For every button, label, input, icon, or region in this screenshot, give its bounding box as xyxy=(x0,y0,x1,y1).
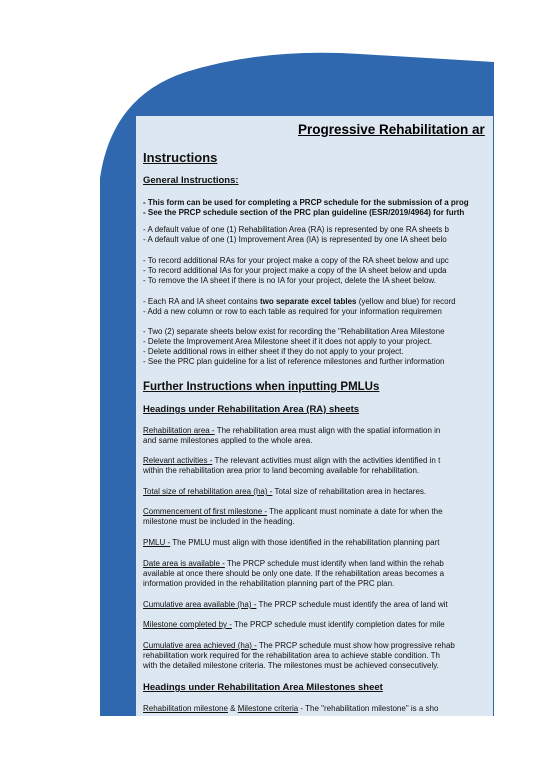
ra-date-available-line-3: information provided in the rehabilitation planning part of the PRC plan. xyxy=(143,579,395,588)
term-milestone-criteria: Milestone criteria xyxy=(237,704,299,713)
term-total-size: Total size of rehabilitation area (ha) - xyxy=(143,487,273,496)
ra-p8-text: The PRCP schedule must identify completion dates for mile xyxy=(231,620,445,629)
term-rehabilitation-milestone: Rehabilitation milestone xyxy=(143,704,228,713)
term-rehabilitation-area: Rehabilitation area - xyxy=(143,426,215,435)
general-instructions-heading: General Instructions: xyxy=(143,175,239,186)
ra-cumulative-available-line xyxy=(143,600,448,609)
general-line-9: - Add a new column or row to each table as required for your information requiremen xyxy=(143,307,442,316)
term-relevant-activities: Relevant activities - xyxy=(143,456,213,465)
ra-commencement-line-1 xyxy=(143,507,443,516)
ms-text: - The "rehabilitation milestone" is a sho xyxy=(298,704,439,713)
ra-commencement-line-2: milestone must be included in the heading. xyxy=(143,517,295,526)
term-pmlu: PMLU - xyxy=(143,538,171,547)
ra-p2-text: The relevant activities must align with the activities identified in t xyxy=(212,456,441,465)
ra-p7-text: The PRCP schedule must identify the area of land wit xyxy=(256,600,448,609)
general-line-4: - A default value of one (1) Improvement Area (IA) is represented by one IA sheet belo xyxy=(143,235,447,244)
ra-total-size-line xyxy=(143,487,426,496)
ms-milestone-line xyxy=(143,704,438,713)
term-commencement: Commencement of first milestone - xyxy=(143,507,268,516)
ra-cumulative-achieved-line-3: with the detailed milestone criteria. The milestones must be achieved consecutively. xyxy=(143,661,439,670)
term-milestone-completed: Milestone completed by - xyxy=(143,620,232,629)
ra-cumulative-achieved-line-2: rehabilitation work required for the rehabilitation area to achieve stable condition. Th xyxy=(143,651,440,660)
general-line-2: - See the PRCP schedule section of the PRC plan guideline (ESR/2019/4964) for furth xyxy=(143,208,465,217)
ra-p6-text: The PRCP schedule must identify when land within the rehab xyxy=(224,559,444,568)
general-line-8-emphasis: two separate excel tables xyxy=(259,297,357,306)
ra-pmlu-line xyxy=(143,538,439,547)
term-cumulative-achieved: Cumulative area achieved (ha) - xyxy=(143,641,257,650)
ms-ampersand: & xyxy=(227,704,238,713)
ra-relevant-activities-line-2: within the rehabilitation area prior to land becoming available for rehabilitation. xyxy=(143,466,420,475)
term-cumulative-available: Cumulative area available (ha) - xyxy=(143,600,257,609)
ra-relevant-activities-line-1 xyxy=(143,456,440,465)
ra-cumulative-achieved-line-1 xyxy=(143,641,455,650)
ra-milestone-completed-line xyxy=(143,620,445,629)
general-line-8-end: (yellow and blue) for record xyxy=(356,297,456,306)
ra-rehabilitation-area-line-2: and same milestones applied to the whole area. xyxy=(143,436,313,445)
ra-p5-text: The PMLU must align with those identified in the rehabilitation planning part xyxy=(170,538,440,547)
ra-date-available-line-1 xyxy=(143,559,444,568)
general-line-10: - Two (2) separate sheets below exist for recording the "Rehabilitation Area Milestone xyxy=(143,327,445,336)
milestones-headings-heading: Headings under Rehabilitation Area Milestones sheet xyxy=(143,682,383,693)
ra-p4-text: The applicant must nominate a date for when the xyxy=(267,507,443,516)
general-line-5: - To record additional RAs for your project make a copy of the RA sheet below and upc xyxy=(143,256,449,265)
general-line-8 xyxy=(143,297,456,306)
general-line-3: - A default value of one (1) Rehabilitation Area (RA) is represented by one RA sheets b xyxy=(143,225,449,234)
ra-p3-text: Total size of rehabilitation area in hectares. xyxy=(272,487,427,496)
further-instructions-heading: Further Instructions when inputting PMLUs xyxy=(143,381,380,393)
ra-headings-heading: Headings under Rehabilitation Area (RA) sheets xyxy=(143,404,360,415)
instructions-panel xyxy=(136,116,493,716)
page-title: Progressive Rehabilitation ar xyxy=(298,122,485,137)
ra-p1-text: The rehabilitation area must align with the spatial information in xyxy=(214,426,441,435)
general-line-12: - Delete additional rows in either sheet if they do not apply to your project. xyxy=(143,347,404,356)
general-line-6: - To record additional IAs for your project make a copy of the IA sheet below and upda xyxy=(143,266,447,275)
instructions-heading: Instructions xyxy=(143,150,218,165)
general-line-1: - This form can be used for completing a PRCP schedule for the submission of a prog xyxy=(143,198,469,207)
ra-date-available-line-2: available at once there should be only one date. If the rehabilitation areas becomes a xyxy=(143,569,445,578)
ra-p9-text: The PRCP schedule must show how progressive rehab xyxy=(256,641,455,650)
ra-rehabilitation-area-line-1 xyxy=(143,426,440,435)
general-line-11: - Delete the Improvement Area Milestone sheet if it does not apply to your project. xyxy=(143,337,433,346)
term-date-available: Date area is available - xyxy=(143,559,225,568)
general-line-7: - To remove the IA sheet if there is no IA for your project, delete the IA sheet below. xyxy=(143,276,436,285)
general-line-13: - See the PRC plan guideline for a list of reference milestones and further information xyxy=(143,357,445,366)
general-line-8-start: - Each RA and IA sheet contains xyxy=(143,297,260,306)
